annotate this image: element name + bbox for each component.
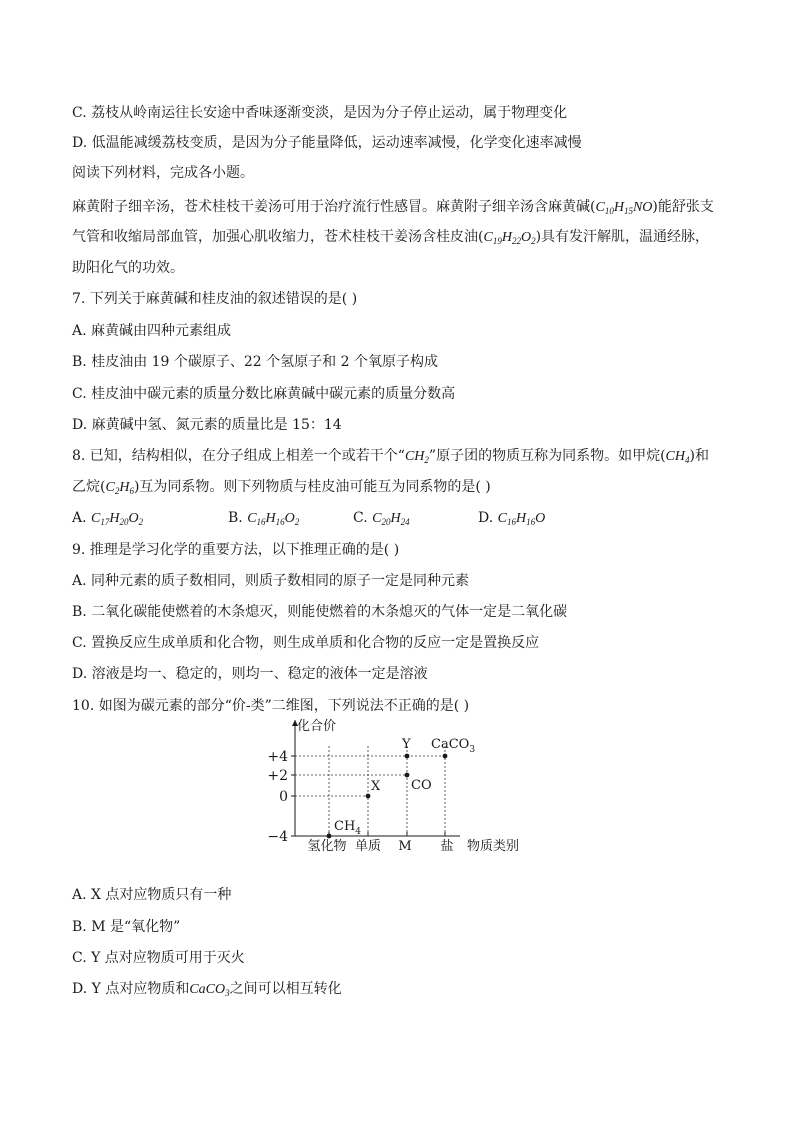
question-8-line-2: 乙烷$(C_2H_6)$互为同系物。则下列物质与桂皮油可能互为同系物的是( ) [72, 479, 491, 496]
caco3-formula: CaCO$_3$ [189, 982, 230, 998]
material-line-3: 助阳化气的功效。 [72, 260, 184, 276]
y-tick-label: −4 [267, 829, 288, 845]
point-label: CaCO$_3$ [431, 737, 476, 755]
data-point [405, 773, 410, 778]
data-point [327, 834, 332, 839]
material-text: 气管和收缩局部血管，加强心肌收缩力，苍术桂枝干姜汤含桂皮油( [72, 229, 484, 245]
y-tick-label: +4 [267, 749, 288, 765]
data-point [405, 754, 410, 759]
ethane-formula: $C_2H_6$ [105, 480, 134, 496]
q10-option-a: A. X 点对应物质只有一种 [72, 887, 232, 903]
q9-option-d: D. 溶液是均一、稳定的，则均一、稳定的液体一定是溶液 [72, 666, 428, 682]
q9-option-c: C. 置换反应生成单质和化合物，则生成单质和化合物的反应一定是置换反应 [72, 635, 540, 651]
q8-option-b: B. $C_{16}H_{16}O_2$ [228, 510, 300, 527]
methane-formula: $CH_4$ [665, 449, 690, 465]
q6-option-d: D. 低温能减缓荔枝变质，是因为分子能量降低，运动速率减慢，化学变化速率减慢 [72, 135, 582, 151]
ch2-formula: $CH_2$ [404, 449, 429, 465]
question-9: 9. 推理是学习化学的重要方法，以下推理正确的是( ) [72, 542, 400, 558]
q7-option-c: C. 桂皮油中碳元素的质量分数比麻黄碱中碳元素的质量分数高 [72, 386, 456, 402]
ephedrine-formula: $C_{10}H_{15}NO$ [595, 200, 653, 216]
point-label: CO [411, 778, 432, 793]
x-tick-label: 氢化物 [307, 839, 347, 854]
point-label: X [371, 779, 381, 794]
y-tick-label: 0 [279, 789, 288, 805]
q10-option-d: D. Y 点对应物质和CaCO$_3$之间可以相互转化 [72, 981, 342, 998]
q7-option-d: D. 麻黄碱中氢、氮元素的质量比是 15：14 [72, 417, 342, 433]
question-10: 10. 如图为碳元素的部分“价-类”二维图，下列说法不正确的是( ) [72, 698, 470, 714]
material-line-1 [72, 197, 714, 218]
data-point [443, 754, 448, 759]
question-8-line-1: 8. 已知，结构相似，在分子组成上相差一个或若干个“$CH_2$”原子团的物质互称为同系物。如甲烷$(CH_4)$和 [72, 448, 709, 465]
x-tick-label: 单质 [354, 839, 382, 854]
q8-option-c: C. $C_{20}H_{24}$ [353, 510, 410, 527]
data-point [366, 794, 371, 799]
x-tick-label: 盐 [440, 839, 454, 854]
material-line-2 [72, 227, 709, 248]
y-tick-label: +2 [267, 768, 288, 784]
q8-option-a: A. $C_{17}H_{20}O_2$ [72, 510, 144, 527]
q9-option-a: A. 同种元素的质子数相同，则质子数相同的原子一定是同种元素 [72, 573, 470, 589]
reading-instruction: 阅读下列材料，完成各小题。 [72, 165, 254, 181]
q10-option-b: B. M 是“氧化物” [72, 919, 181, 935]
q7-option-b: B. 桂皮油由 19 个碳原子、22 个氢原子和 2 个氧原子构成 [72, 354, 438, 370]
x-axis-label: 物质类别 [467, 839, 520, 854]
question-7: 7. 下列关于麻黄碱和桂皮油的叙述错误的是( ) [72, 291, 358, 307]
valence-class-chart [255, 712, 545, 862]
cinnamon-oil-formula: $C_{19}H_{22}O_2$ [483, 230, 536, 246]
point-label: $CH_4$ [334, 819, 362, 837]
x-tick-label: M [398, 839, 412, 854]
q10-option-c: C. Y 点对应物质可用于灭火 [72, 950, 245, 966]
q7-option-a: A. 麻黄碱由四种元素组成 [72, 323, 232, 339]
q8-option-d: D. $C_{16}H_{16}O$ [478, 510, 546, 527]
y-axis-label: 化合价 [297, 719, 337, 734]
q9-option-b: B. 二氧化碳能使燃着的木条熄灭，则能使燃着的木条熄灭的气体一定是二氧化碳 [72, 604, 568, 620]
q6-option-c: C. 荔枝从岭南运往长安途中香味逐渐变淡，是因为分子停止运动，属于物理变化 [72, 105, 568, 121]
material-text: )具有发汗解肌，温通经脉， [535, 229, 710, 245]
material-text: 麻黄附子细辛汤，苍术桂枝干姜汤可用于治疗流行性感冒。麻黄附子细辛汤含麻黄碱( [72, 199, 596, 215]
point-label: Y [402, 737, 411, 752]
material-text: )能舒张支 [652, 199, 714, 215]
